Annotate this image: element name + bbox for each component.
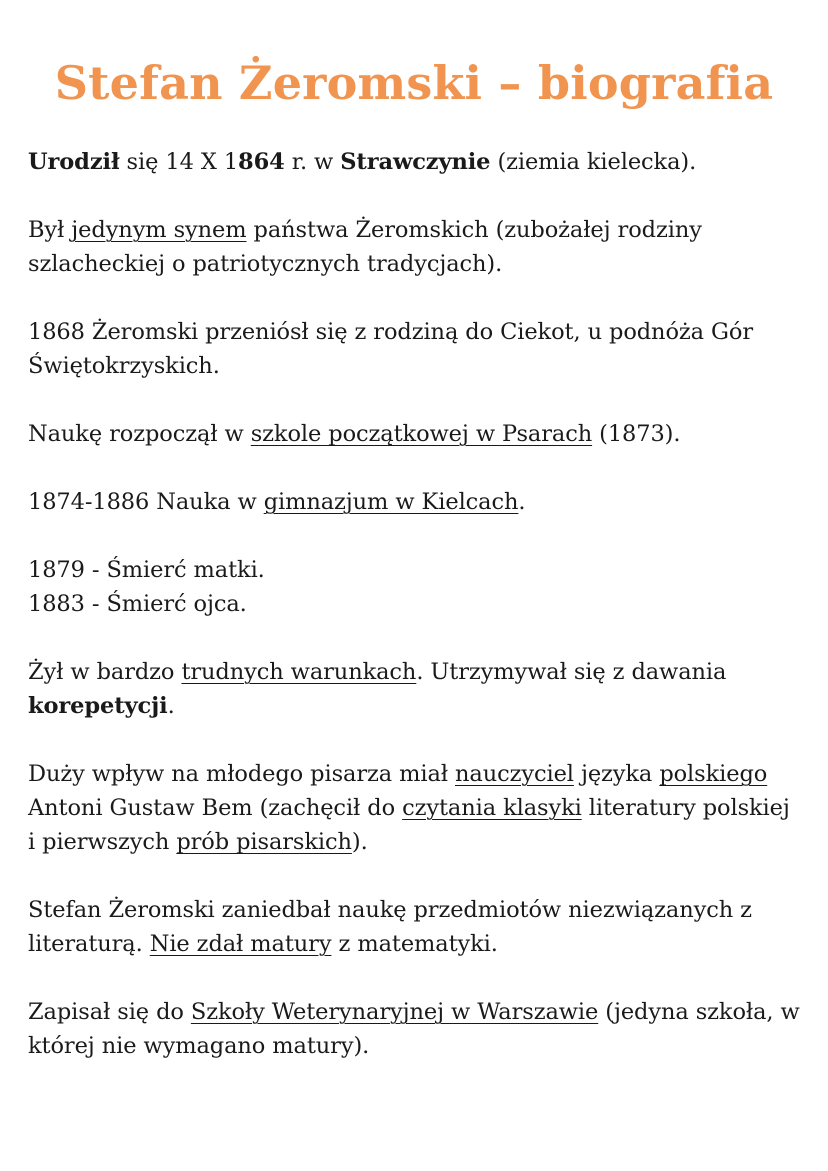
text: Naukę rozpoczął w bbox=[28, 421, 251, 448]
text: Duży wpływ na młodego pisarza miał bbox=[28, 761, 456, 788]
text: Żył w bardzo bbox=[28, 659, 182, 686]
document-title: Stefan Żeromski – biografia bbox=[54, 56, 774, 110]
text: (jedyna szkoła, w której nie wymagano matury). bbox=[28, 999, 800, 1060]
paragraph-family bbox=[28, 213, 800, 281]
paragraph-move: 1868 Żeromski przeniósł się z rodziną do Ciekot, u podnóża Gór Świętokrzyskich. bbox=[28, 319, 753, 380]
paragraph-mother-death: 1879 - Śmierć matki. bbox=[28, 557, 265, 584]
text: języka bbox=[573, 761, 660, 788]
paragraph-conditions bbox=[28, 655, 800, 723]
bold-text: Strawczynie bbox=[340, 149, 491, 176]
text: literatury polskiej i pierwszych bbox=[28, 795, 790, 856]
text: ). bbox=[351, 829, 368, 856]
underlined-text: polskiego bbox=[659, 761, 768, 788]
paragraph-exam bbox=[28, 893, 800, 961]
underlined-text: jedynym synem bbox=[71, 217, 247, 244]
underlined-text: czytania klasyki bbox=[402, 795, 582, 822]
bold-text: 864 bbox=[238, 149, 285, 176]
text: Stefan Żeromski zaniedbał naukę przedmiotów niezwiązanych z literaturą. bbox=[28, 897, 752, 958]
text: państwa Żeromskich (zubożałej rodziny szlacheckiej o patriotycznych tradycjach). bbox=[28, 217, 702, 278]
text: . Utrzymywał się z dawania bbox=[416, 659, 727, 686]
text: 1874-1886 Nauka w bbox=[28, 489, 264, 516]
paragraph-birth bbox=[28, 145, 800, 179]
text: (1873). bbox=[592, 421, 681, 448]
paragraph-gymnasium bbox=[28, 485, 800, 519]
text: . bbox=[518, 489, 526, 516]
underlined-text: Szkoły Weterynaryjnej w Warszawie bbox=[190, 999, 599, 1026]
text: Był bbox=[28, 217, 72, 244]
text: się 14 X 1 bbox=[119, 149, 239, 176]
text: Antoni Gustaw Bem (zachęcił do bbox=[28, 795, 403, 822]
underlined-text: szkole początkowej w Psarach bbox=[250, 421, 593, 448]
underlined-text: gimnazjum w Kielcach bbox=[263, 489, 519, 516]
text: . bbox=[167, 693, 175, 720]
paragraph-vet-school bbox=[28, 995, 800, 1063]
text: r. w bbox=[284, 149, 341, 176]
underlined-text: trudnych warunkach bbox=[181, 659, 417, 686]
bold-text: Urodził bbox=[28, 149, 120, 176]
paragraph-father-death: 1883 - Śmierć ojca. bbox=[28, 591, 247, 618]
text: z matematyki. bbox=[331, 931, 498, 958]
underlined-text: prób pisarskich bbox=[176, 829, 352, 856]
underlined-text: nauczyciel bbox=[455, 761, 574, 788]
text: (ziemia kielecka). bbox=[490, 149, 697, 176]
underlined-text: Nie zdał matury bbox=[149, 931, 332, 958]
paragraph-teacher bbox=[28, 757, 800, 859]
text: Zapisał się do bbox=[28, 999, 191, 1026]
paragraph-school bbox=[28, 417, 800, 451]
bold-text: korepetycji bbox=[28, 693, 168, 720]
